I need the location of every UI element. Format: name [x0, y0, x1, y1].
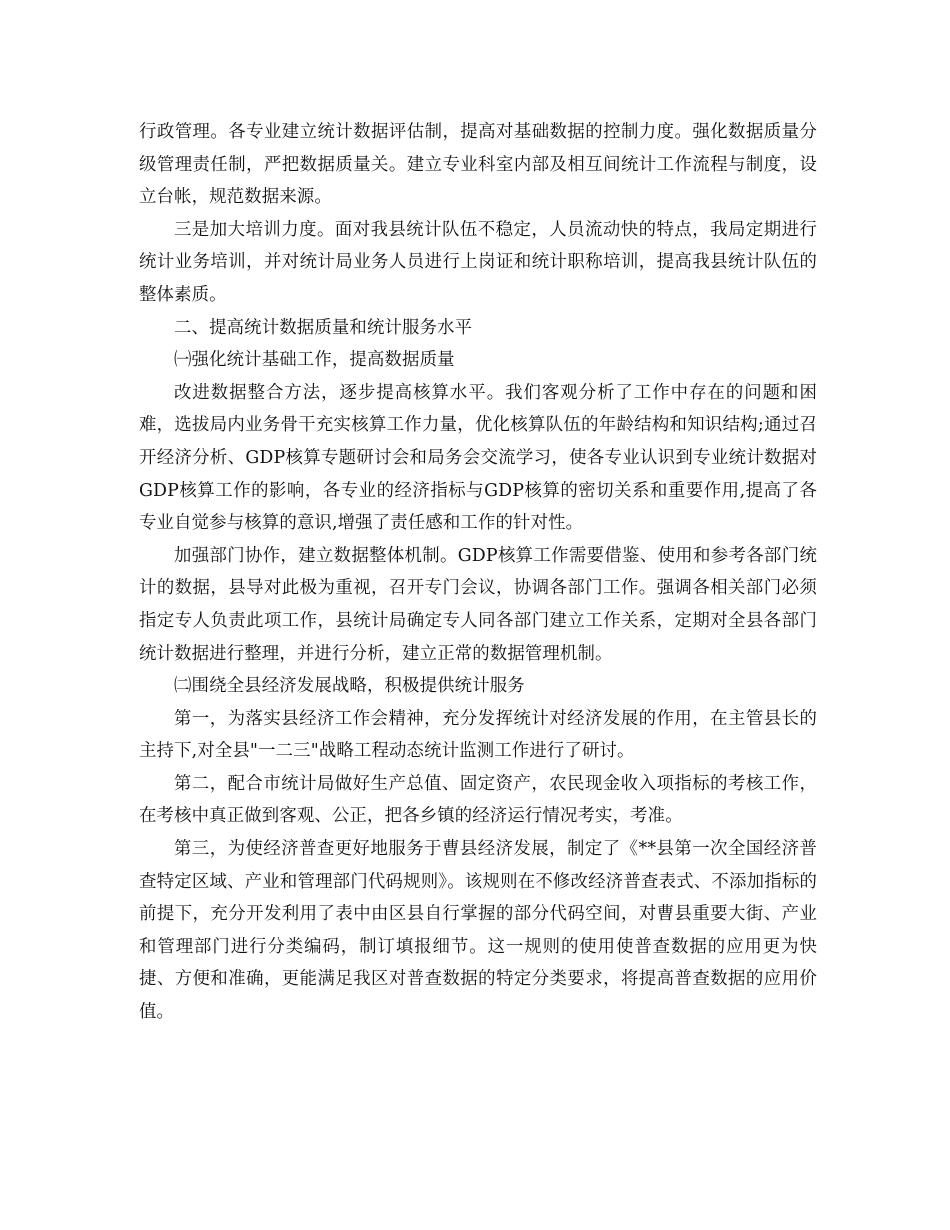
- paragraph-5: 第一，为落实县经济工作会精神，充分发挥统计对经济发展的作用，在主管县长的主持下,对全县"一二三"战略工程动态统计监测工作进行了研讨。: [139, 708, 817, 762]
- paragraph-2: 三是加大培训力度。面对我县统计队伍不稳定，人员流动快的特点，我局定期进行统计业务培训，并对统计局业务人员进行上岗证和统计职称培训，提高我县统计队伍的整体素质。: [139, 219, 817, 305]
- paragraph-1: 行政管理。各专业建立统计数据评估制，提高对基础数据的控制力度。强化数据质量分级管理责任制，严把数据质量关。建立专业科室内部及相互间统计工作流程与制度，设立台帐，规范数据来源。: [139, 122, 817, 208]
- document-body: [139, 116, 817, 1029]
- subsection-heading-1: ㈠强化统计基础工作，提高数据质量: [174, 350, 455, 371]
- section-heading-2: 二、提高统计数据质量和统计服务水平: [174, 317, 473, 338]
- paragraph-4: 加强部门协作，建立数据整体机制。GDP核算工作需要借鉴、使用和参考各部门统计的数据，县导对此极为重视，召开专门会议，协调各部门工作。强调各相关部门必须指定专人负责此项工作，县统计局确定专人同各部门建立工作关系，定期对全县各部门统计数据进行整理，并进行分析，建立正常的数据管理机制。: [139, 545, 817, 664]
- subsection-heading-2: ㈡围绕全县经济发展战略，积极提供统计服务: [174, 676, 525, 697]
- paragraph-3: 改进数据整合方法，逐步提高核算水平。我们客观分析了工作中存在的问题和困难，选拔局内业务骨干充实核算工作力量，优化核算队伍的年龄结构和知识结构;通过召开经济分析、GDP核算专题研讨会和局务会交流学习，使各专业认识到专业统计数据对GDP核算工作的影响，各专业的经济指标与GDP核算的密切关系和重要作用,提高了各专业自觉参与核算的意识,增强了责任感和工作的针对性。: [139, 382, 817, 534]
- paragraph-7: 第三，为使经济普查更好地服务于曹县经济发展，制定了《**县第一次全国经济普查特定区域、产业和管理部门代码规则》。该规则在不修改经济普查表式、不添加指标的前提下，充分开发利用了表中由区县自行掌握的部分代码空间，对曹县重要大街、产业和管理部门进行分类编码，制订填报细节。这一规则的使用使普查数据的应用更为快捷、方便和准确，更能满足我区对普查数据的特定分类要求，将提高普查数据的应用价值。: [139, 839, 817, 1023]
- paragraph-6: 第二，配合市统计局做好生产总值、固定资产，农民现金收入项指标的考核工作，在考核中真正做到客观、公正，把各乡镇的经济运行情况考实，考准。: [139, 773, 817, 827]
